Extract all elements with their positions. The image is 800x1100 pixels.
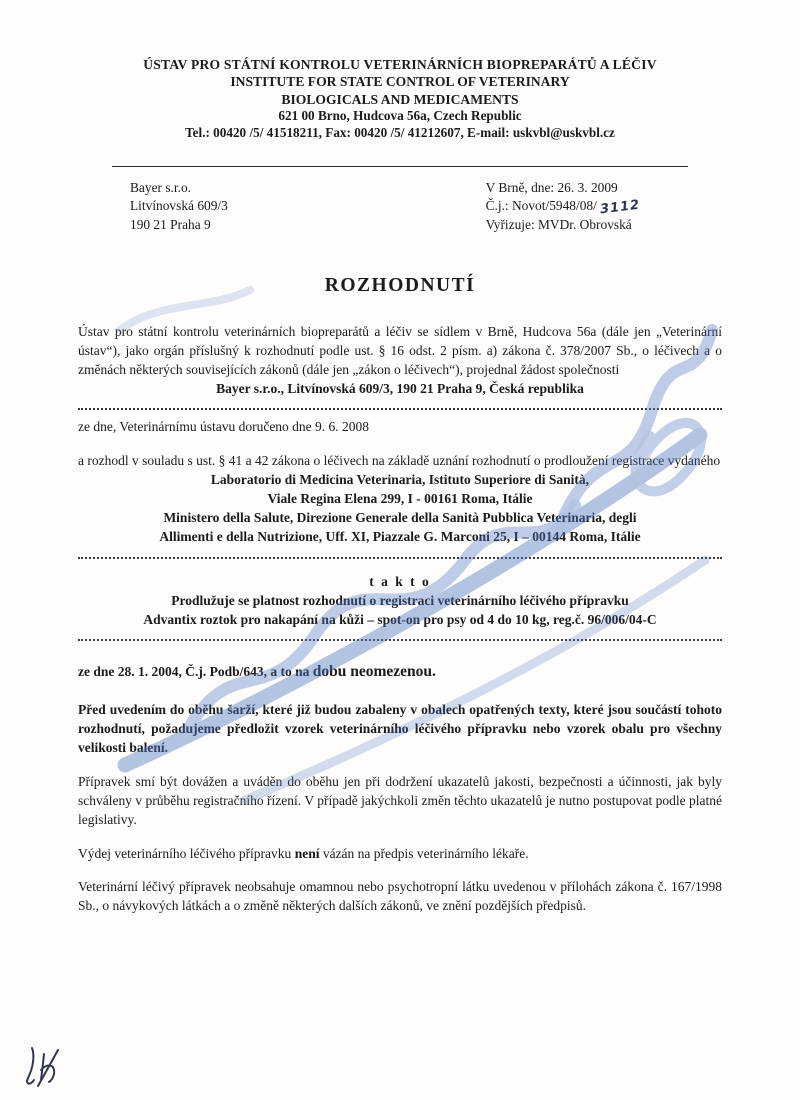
dotted-separator-3 [78,636,722,641]
institute-contact: Tel.: 00420 /5/ 41518211, Fax: 00420 /5/ 41212607, E-mail: uskvbl@uskvbl.cz [185,125,615,141]
address-and-reference [130,179,640,235]
legal-basis-paragraph: a rozhodl v souladu s ust. § 41 a 42 zákona o léčivech na základě uznání rozhodnutí o prodloužení registrace vydaného [78,453,721,469]
issuer-line-2: Viale Regina Elena 299, I - 00161 Roma, Itálie [267,491,533,507]
dotted-separator-1 [78,405,722,410]
reference-block [486,179,640,235]
narcotics-paragraph: Veterinární léčivý přípravek neobsahuje omamnou nebo psychotropní látku uvedenou v přílohách zákona č. 167/1998 Sb., o návykových látkách a o změně některých dalších zákonů, ve znění pozdějších předpisů. [78,879,722,914]
applicant-line: Bayer s.r.o., Litvínovská 609/3, 190 21 Praha 9, Česká republika [216,380,584,396]
document-title: ROZHODNUTÍ [324,274,476,296]
institute-name-cz: ÚSTAV PRO STÁTNÍ KONTROLU VETERINÁRNÍCH BIOPREPARÁTŮ A LÉČIV [143,57,657,72]
addressee-city: 190 21 Praha 9 [130,216,211,232]
addressee-block [130,179,228,235]
validity-prefix: ze dne 28. 1. 2004, Č.j. Podb/643, a to na [78,664,313,680]
sample-requirement-paragraph: Před uvedením do oběhu šarží, které již budou zabaleny v obalech opatřených texty, které jsou součástí tohoto rozhodnutí, požadujeme předložit vzorek veterinárního léčivého přípravku nebo vzorek obalu pro všechny velikosti balení. [78,702,722,755]
case-handler: Vyřizuje: MVDr. Obrovská [485,217,632,233]
dispensing-prefix: Výdej veterinárního léčivého přípravku [78,845,295,861]
dispensing-suffix: vázán na předpis veterinárního lékaře. [319,845,529,861]
quality-conditions-paragraph: Přípravek smí být dovážen a uváděn do oběhu jen při dodržení ukazatelů jakosti, bezpečnosti a účinnosti, jak byly schváleny v průběhu registračního řízení. V případě jakýchkoli změn těchto ukazatelů je nutno postupovat podle platné legislativy. [78,773,722,827]
place-date: V Brně, dne: 26. 3. 2009 [485,179,618,195]
header-divider [112,166,688,167]
decision-statement: Prodlužuje se platnost rozhodnutí o registraci veterinárního léčivého přípravku [171,592,629,608]
intro-paragraph: Ústav pro státní kontrolu veterinárních biopreparátů a léčiv se sídlem v Brně, Hudcova 56a (dále jen „Veterinární ústav“), jako orgán příslušný k rozhodnutí podle ust. § 16 odst. 2 písm. a) zákona č. 378/2007 Sb., o léčivech a o změnách některých souvisejících zákonů (dále jen „zákon o léčivech“), projednal žádost společnosti [78,323,722,377]
addressee-street: Litvínovská 609/3 [130,198,228,214]
document-body [78,323,722,916]
reference-number [486,197,640,216]
dispensing-line [78,845,722,864]
institute-name-en-2: BIOLOGICALS AND MEDICAMENTS [281,91,519,107]
validity-emphasis: dobu neomezenou. [312,663,436,681]
product-line: Advantix roztok pro nakapání na kůži – spot-on pro psy od 4 do 10 kg, reg.č. 96/006/04-C [143,611,657,627]
validity-line [78,661,722,683]
institute-name-en-1: INSTITUTE FOR STATE CONTROL OF VETERINARY [230,74,570,90]
addressee-name: Bayer s.r.o. [130,179,191,195]
received-date-line: ze dne, Veterinárnímu ústavu doručeno dne 9. 6. 2008 [78,419,370,435]
handwritten-initials [18,1040,78,1095]
issuer-line-3: Ministero della Salute, Direzione Generale della Sanità Pubblica Veterinaria, degli [163,510,637,526]
reference-label: Č.j.: Novot/5948/08/ [485,198,597,214]
dispensing-emphasis: není [294,845,320,861]
issuer-line-1: Laboratorio di Medicina Veterinaria, Istituto Superiore di Sanità, [210,472,590,488]
takto-heading: t a k t o [369,573,431,589]
issuer-line-4: Allimenti e della Nutrizione, Uff. XI, Piazzale G. Marconi 25, I – 00144 Roma, Itálie [159,528,641,544]
letterhead [0,0,800,142]
reference-handwritten-number: 3112 [599,198,641,218]
institute-address: 621 00 Brno, Hudcova 56a, Czech Republic [278,108,522,124]
dotted-separator-2 [78,554,722,559]
